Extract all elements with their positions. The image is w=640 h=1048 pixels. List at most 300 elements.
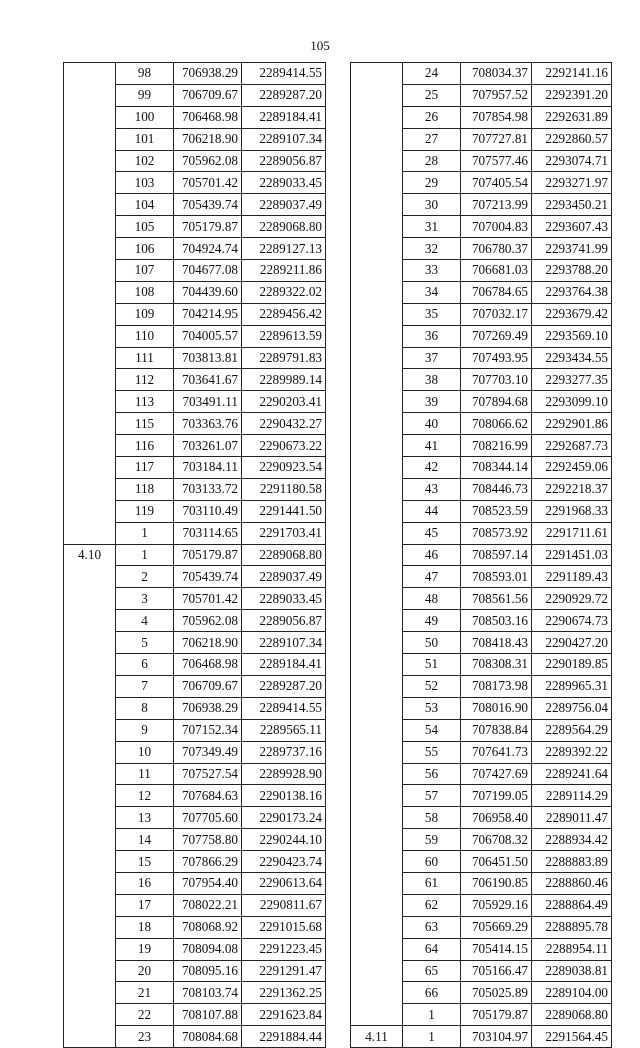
y-coordinate-cell: 2289104.00	[532, 982, 612, 1004]
table-row	[64, 63, 326, 85]
section-cell	[64, 872, 116, 894]
table-row	[64, 391, 326, 413]
y-coordinate-cell: 2289068.80	[532, 1004, 612, 1026]
page-number: 105	[310, 38, 330, 53]
section-cell	[351, 894, 403, 916]
y-coordinate-cell: 2289414.55	[242, 697, 326, 719]
y-coordinate-cell: 2290173.24	[242, 807, 326, 829]
x-coordinate-cell: 707894.68	[461, 391, 532, 413]
point-number-cell: 38	[403, 369, 461, 391]
table-row	[64, 697, 326, 719]
point-number-cell: 1	[403, 1004, 461, 1026]
x-coordinate-cell: 703813.81	[174, 347, 242, 369]
section-cell	[351, 654, 403, 676]
x-coordinate-cell: 705929.16	[461, 894, 532, 916]
x-coordinate-cell: 704924.74	[174, 238, 242, 260]
y-coordinate-cell: 2288895.78	[532, 916, 612, 938]
y-coordinate-cell: 2293450.21	[532, 194, 612, 216]
y-coordinate-cell: 2293788.20	[532, 260, 612, 282]
x-coordinate-cell: 707957.52	[461, 84, 532, 106]
section-cell	[351, 851, 403, 873]
point-number-cell: 37	[403, 347, 461, 369]
y-coordinate-cell: 2289322.02	[242, 281, 326, 303]
table-row	[64, 916, 326, 938]
table-row	[64, 281, 326, 303]
y-coordinate-cell: 2289038.81	[532, 960, 612, 982]
point-number-cell: 104	[116, 194, 174, 216]
y-coordinate-cell: 2289068.80	[242, 544, 326, 566]
x-coordinate-cell: 708597.14	[461, 544, 532, 566]
y-coordinate-cell: 2290811.67	[242, 894, 326, 916]
point-number-cell: 55	[403, 741, 461, 763]
x-coordinate-cell: 708095.16	[174, 960, 242, 982]
x-coordinate-cell: 706938.29	[174, 63, 242, 85]
point-number-cell: 19	[116, 938, 174, 960]
point-number-cell: 18	[116, 916, 174, 938]
table-row	[64, 807, 326, 829]
table-row	[64, 150, 326, 172]
y-coordinate-cell: 2291291.47	[242, 960, 326, 982]
point-number-cell: 9	[116, 719, 174, 741]
y-coordinate-cell: 2293434.55	[532, 347, 612, 369]
section-cell	[351, 216, 403, 238]
section-cell	[351, 260, 403, 282]
point-number-cell: 119	[116, 500, 174, 522]
x-coordinate-cell: 706218.90	[174, 128, 242, 150]
section-cell	[64, 63, 116, 85]
section-cell	[351, 632, 403, 654]
y-coordinate-cell: 2288864.49	[532, 894, 612, 916]
section-cell	[351, 325, 403, 347]
table-row	[351, 763, 612, 785]
point-number-cell: 12	[116, 785, 174, 807]
section-cell	[64, 106, 116, 128]
section-cell	[351, 238, 403, 260]
x-coordinate-cell: 708016.90	[461, 697, 532, 719]
x-coordinate-cell: 707854.98	[461, 106, 532, 128]
section-cell	[64, 369, 116, 391]
section-cell	[351, 829, 403, 851]
section-cell	[351, 347, 403, 369]
table-row	[64, 938, 326, 960]
y-coordinate-cell: 2289011.47	[532, 807, 612, 829]
point-number-cell: 99	[116, 84, 174, 106]
y-coordinate-cell: 2288883.89	[532, 851, 612, 873]
table-row	[64, 763, 326, 785]
y-coordinate-cell: 2289056.87	[242, 150, 326, 172]
section-cell	[64, 216, 116, 238]
x-coordinate-cell: 705179.87	[461, 1004, 532, 1026]
section-cell	[64, 238, 116, 260]
section-cell	[64, 807, 116, 829]
point-number-cell: 7	[116, 675, 174, 697]
x-coordinate-cell: 708084.68	[174, 1026, 242, 1048]
x-coordinate-cell: 703261.07	[174, 435, 242, 457]
section-cell	[351, 84, 403, 106]
x-coordinate-cell: 705414.15	[461, 938, 532, 960]
x-coordinate-cell: 705179.87	[174, 544, 242, 566]
table-row	[351, 675, 612, 697]
x-coordinate-cell: 707405.54	[461, 172, 532, 194]
point-number-cell: 47	[403, 566, 461, 588]
x-coordinate-cell: 708216.99	[461, 435, 532, 457]
y-coordinate-cell: 2290929.72	[532, 588, 612, 610]
section-cell	[351, 763, 403, 785]
x-coordinate-cell: 706681.03	[461, 260, 532, 282]
table-row	[64, 588, 326, 610]
section-cell	[351, 566, 403, 588]
x-coordinate-cell: 706451.50	[461, 851, 532, 873]
point-number-cell: 46	[403, 544, 461, 566]
table-row	[64, 632, 326, 654]
table-row	[351, 697, 612, 719]
point-number-cell: 31	[403, 216, 461, 238]
point-number-cell: 53	[403, 697, 461, 719]
section-cell	[351, 697, 403, 719]
table-row	[351, 172, 612, 194]
point-number-cell: 1	[403, 1026, 461, 1048]
y-coordinate-cell: 2291623.84	[242, 1004, 326, 1026]
point-number-cell: 98	[116, 63, 174, 85]
section-cell	[64, 194, 116, 216]
coordinate-table-left	[63, 62, 326, 1048]
table-row	[64, 982, 326, 1004]
table-row	[351, 413, 612, 435]
section-cell	[351, 106, 403, 128]
section-cell	[64, 260, 116, 282]
table-row	[64, 785, 326, 807]
table-row	[64, 872, 326, 894]
section-cell	[64, 763, 116, 785]
x-coordinate-cell: 706958.40	[461, 807, 532, 829]
x-coordinate-cell: 703184.11	[174, 457, 242, 479]
y-coordinate-cell: 2293679.42	[532, 303, 612, 325]
section-cell	[351, 369, 403, 391]
y-coordinate-cell: 2289068.80	[242, 216, 326, 238]
section-cell	[351, 522, 403, 544]
x-coordinate-cell: 703641.67	[174, 369, 242, 391]
x-coordinate-cell: 707705.60	[174, 807, 242, 829]
x-coordinate-cell: 708593.01	[461, 566, 532, 588]
y-coordinate-cell: 2289965.31	[532, 675, 612, 697]
section-cell	[351, 457, 403, 479]
point-number-cell: 43	[403, 478, 461, 500]
point-number-cell: 59	[403, 829, 461, 851]
table-row	[351, 938, 612, 960]
section-cell	[64, 391, 116, 413]
y-coordinate-cell: 2290244.10	[242, 829, 326, 851]
point-number-cell: 28	[403, 150, 461, 172]
y-coordinate-cell: 2290138.16	[242, 785, 326, 807]
table-row	[64, 500, 326, 522]
x-coordinate-cell: 705669.29	[461, 916, 532, 938]
x-coordinate-cell: 708308.31	[461, 654, 532, 676]
table-row	[64, 128, 326, 150]
x-coordinate-cell: 703133.72	[174, 478, 242, 500]
table-row	[351, 522, 612, 544]
table-row	[351, 741, 612, 763]
y-coordinate-cell: 2289127.13	[242, 238, 326, 260]
table-row	[64, 960, 326, 982]
point-number-cell: 26	[403, 106, 461, 128]
table-row	[64, 194, 326, 216]
section-cell	[64, 851, 116, 873]
table-row	[351, 1004, 612, 1026]
y-coordinate-cell: 2289456.42	[242, 303, 326, 325]
point-number-cell: 50	[403, 632, 461, 654]
point-number-cell: 35	[403, 303, 461, 325]
x-coordinate-cell: 708344.14	[461, 457, 532, 479]
y-coordinate-cell: 2293271.97	[532, 172, 612, 194]
point-number-cell: 108	[116, 281, 174, 303]
y-coordinate-cell: 2290613.64	[242, 872, 326, 894]
x-coordinate-cell: 703363.76	[174, 413, 242, 435]
point-number-cell: 2	[116, 566, 174, 588]
table-row	[64, 675, 326, 697]
section-cell	[64, 916, 116, 938]
point-number-cell: 51	[403, 654, 461, 676]
point-number-cell: 25	[403, 84, 461, 106]
x-coordinate-cell: 708446.73	[461, 478, 532, 500]
x-coordinate-cell: 707866.29	[174, 851, 242, 873]
y-coordinate-cell: 2293607.43	[532, 216, 612, 238]
y-coordinate-cell: 2289033.45	[242, 172, 326, 194]
x-coordinate-cell: 706784.65	[461, 281, 532, 303]
point-number-cell: 23	[116, 1026, 174, 1048]
point-number-cell: 41	[403, 435, 461, 457]
table-row	[351, 238, 612, 260]
x-coordinate-cell: 708418.43	[461, 632, 532, 654]
section-cell	[64, 325, 116, 347]
x-coordinate-cell: 707427.69	[461, 763, 532, 785]
point-number-cell: 52	[403, 675, 461, 697]
section-cell	[351, 960, 403, 982]
x-coordinate-cell: 706468.98	[174, 106, 242, 128]
x-coordinate-cell: 708066.62	[461, 413, 532, 435]
table-row	[64, 1026, 326, 1048]
section-cell	[351, 413, 403, 435]
section-cell	[64, 588, 116, 610]
x-coordinate-cell: 704005.57	[174, 325, 242, 347]
section-cell	[64, 566, 116, 588]
section-cell	[64, 829, 116, 851]
point-number-cell: 54	[403, 719, 461, 741]
point-number-cell: 39	[403, 391, 461, 413]
point-number-cell: 65	[403, 960, 461, 982]
section-cell	[64, 413, 116, 435]
x-coordinate-cell: 707703.10	[461, 369, 532, 391]
point-number-cell: 24	[403, 63, 461, 85]
section-cell	[64, 741, 116, 763]
section-cell	[351, 807, 403, 829]
x-coordinate-cell: 707727.81	[461, 128, 532, 150]
table-row	[351, 960, 612, 982]
table-row	[351, 588, 612, 610]
x-coordinate-cell: 706709.67	[174, 84, 242, 106]
y-coordinate-cell: 2289791.83	[242, 347, 326, 369]
table-row	[351, 325, 612, 347]
y-coordinate-cell: 2291703.41	[242, 522, 326, 544]
x-coordinate-cell: 708573.92	[461, 522, 532, 544]
point-number-cell: 15	[116, 851, 174, 873]
point-number-cell: 34	[403, 281, 461, 303]
y-coordinate-cell: 2289287.20	[242, 675, 326, 697]
section-cell	[351, 478, 403, 500]
table-row	[64, 435, 326, 457]
section-cell	[351, 128, 403, 150]
point-number-cell: 45	[403, 522, 461, 544]
table-row	[351, 807, 612, 829]
y-coordinate-cell: 2291451.03	[532, 544, 612, 566]
table-row	[64, 741, 326, 763]
table-row	[64, 84, 326, 106]
x-coordinate-cell: 707152.34	[174, 719, 242, 741]
table-row	[64, 172, 326, 194]
x-coordinate-cell: 704677.08	[174, 260, 242, 282]
point-number-cell: 1	[116, 544, 174, 566]
section-cell	[64, 478, 116, 500]
section-cell	[64, 719, 116, 741]
section-cell	[64, 303, 116, 325]
section-cell	[351, 303, 403, 325]
section-cell	[351, 719, 403, 741]
y-coordinate-cell: 2291180.58	[242, 478, 326, 500]
point-number-cell: 117	[116, 457, 174, 479]
table-row	[351, 106, 612, 128]
section-cell	[351, 500, 403, 522]
point-number-cell: 8	[116, 697, 174, 719]
y-coordinate-cell: 2289414.55	[242, 63, 326, 85]
point-number-cell: 48	[403, 588, 461, 610]
y-coordinate-cell: 2293569.10	[532, 325, 612, 347]
x-coordinate-cell: 708094.08	[174, 938, 242, 960]
section-cell	[64, 697, 116, 719]
section-cell	[351, 391, 403, 413]
section-cell	[351, 741, 403, 763]
point-number-cell: 62	[403, 894, 461, 916]
x-coordinate-cell: 706708.32	[461, 829, 532, 851]
y-coordinate-cell: 2293074.71	[532, 150, 612, 172]
point-number-cell: 112	[116, 369, 174, 391]
section-cell	[351, 150, 403, 172]
y-coordinate-cell: 2292218.37	[532, 478, 612, 500]
y-coordinate-cell: 2292459.06	[532, 457, 612, 479]
y-coordinate-cell: 2292391.20	[532, 84, 612, 106]
x-coordinate-cell: 707758.80	[174, 829, 242, 851]
point-number-cell: 29	[403, 172, 461, 194]
point-number-cell: 4	[116, 610, 174, 632]
x-coordinate-cell: 705701.42	[174, 172, 242, 194]
y-coordinate-cell: 2291189.43	[532, 566, 612, 588]
point-number-cell: 27	[403, 128, 461, 150]
section-cell: 4.10	[64, 544, 116, 566]
section-cell	[351, 172, 403, 194]
x-coordinate-cell: 706780.37	[461, 238, 532, 260]
point-number-cell: 21	[116, 982, 174, 1004]
x-coordinate-cell: 703491.11	[174, 391, 242, 413]
section-cell	[351, 63, 403, 85]
x-coordinate-cell: 708103.74	[174, 982, 242, 1004]
section-cell	[64, 894, 116, 916]
point-number-cell: 49	[403, 610, 461, 632]
section-cell	[64, 654, 116, 676]
point-number-cell: 20	[116, 960, 174, 982]
point-number-cell: 6	[116, 654, 174, 676]
coordinate-table-right	[350, 62, 612, 1048]
y-coordinate-cell: 2291362.25	[242, 982, 326, 1004]
y-coordinate-cell: 2292141.16	[532, 63, 612, 85]
table-row	[64, 544, 326, 566]
x-coordinate-cell: 708173.98	[461, 675, 532, 697]
x-coordinate-cell: 707199.05	[461, 785, 532, 807]
x-coordinate-cell: 704214.95	[174, 303, 242, 325]
section-cell	[351, 916, 403, 938]
point-number-cell: 106	[116, 238, 174, 260]
x-coordinate-cell: 705179.87	[174, 216, 242, 238]
x-coordinate-cell: 705025.89	[461, 982, 532, 1004]
table-row	[64, 216, 326, 238]
y-coordinate-cell: 2289184.41	[242, 106, 326, 128]
point-number-cell: 105	[116, 216, 174, 238]
y-coordinate-cell: 2290189.85	[532, 654, 612, 676]
section-cell	[351, 785, 403, 807]
x-coordinate-cell: 707527.54	[174, 763, 242, 785]
x-coordinate-cell: 706218.90	[174, 632, 242, 654]
section-cell	[64, 347, 116, 369]
x-coordinate-cell: 703110.49	[174, 500, 242, 522]
section-cell	[64, 938, 116, 960]
point-number-cell: 107	[116, 260, 174, 282]
point-number-cell: 61	[403, 872, 461, 894]
section-cell	[351, 588, 403, 610]
point-number-cell: 100	[116, 106, 174, 128]
table-row	[351, 84, 612, 106]
table-row	[351, 851, 612, 873]
y-coordinate-cell: 2289211.86	[242, 260, 326, 282]
table-row	[64, 238, 326, 260]
point-number-cell: 13	[116, 807, 174, 829]
section-cell	[351, 544, 403, 566]
point-number-cell: 17	[116, 894, 174, 916]
table-row	[64, 369, 326, 391]
table-row	[64, 303, 326, 325]
y-coordinate-cell: 2292687.73	[532, 435, 612, 457]
point-number-cell: 110	[116, 325, 174, 347]
y-coordinate-cell: 2290423.74	[242, 851, 326, 873]
table-row	[64, 347, 326, 369]
table-row	[351, 632, 612, 654]
x-coordinate-cell: 705166.47	[461, 960, 532, 982]
y-coordinate-cell: 2291968.33	[532, 500, 612, 522]
x-coordinate-cell: 708068.92	[174, 916, 242, 938]
y-coordinate-cell: 2291564.45	[532, 1026, 612, 1048]
point-number-cell: 11	[116, 763, 174, 785]
point-number-cell: 57	[403, 785, 461, 807]
y-coordinate-cell: 2290203.41	[242, 391, 326, 413]
x-coordinate-cell: 705962.08	[174, 610, 242, 632]
section-cell	[351, 1004, 403, 1026]
table-row	[351, 128, 612, 150]
y-coordinate-cell: 2289613.59	[242, 325, 326, 347]
table-row	[351, 872, 612, 894]
section-cell: 4.11	[351, 1026, 403, 1048]
y-coordinate-cell: 2292860.57	[532, 128, 612, 150]
x-coordinate-cell: 707577.46	[461, 150, 532, 172]
x-coordinate-cell: 708107.88	[174, 1004, 242, 1026]
section-cell	[351, 194, 403, 216]
y-coordinate-cell: 2289037.49	[242, 194, 326, 216]
point-number-cell: 58	[403, 807, 461, 829]
